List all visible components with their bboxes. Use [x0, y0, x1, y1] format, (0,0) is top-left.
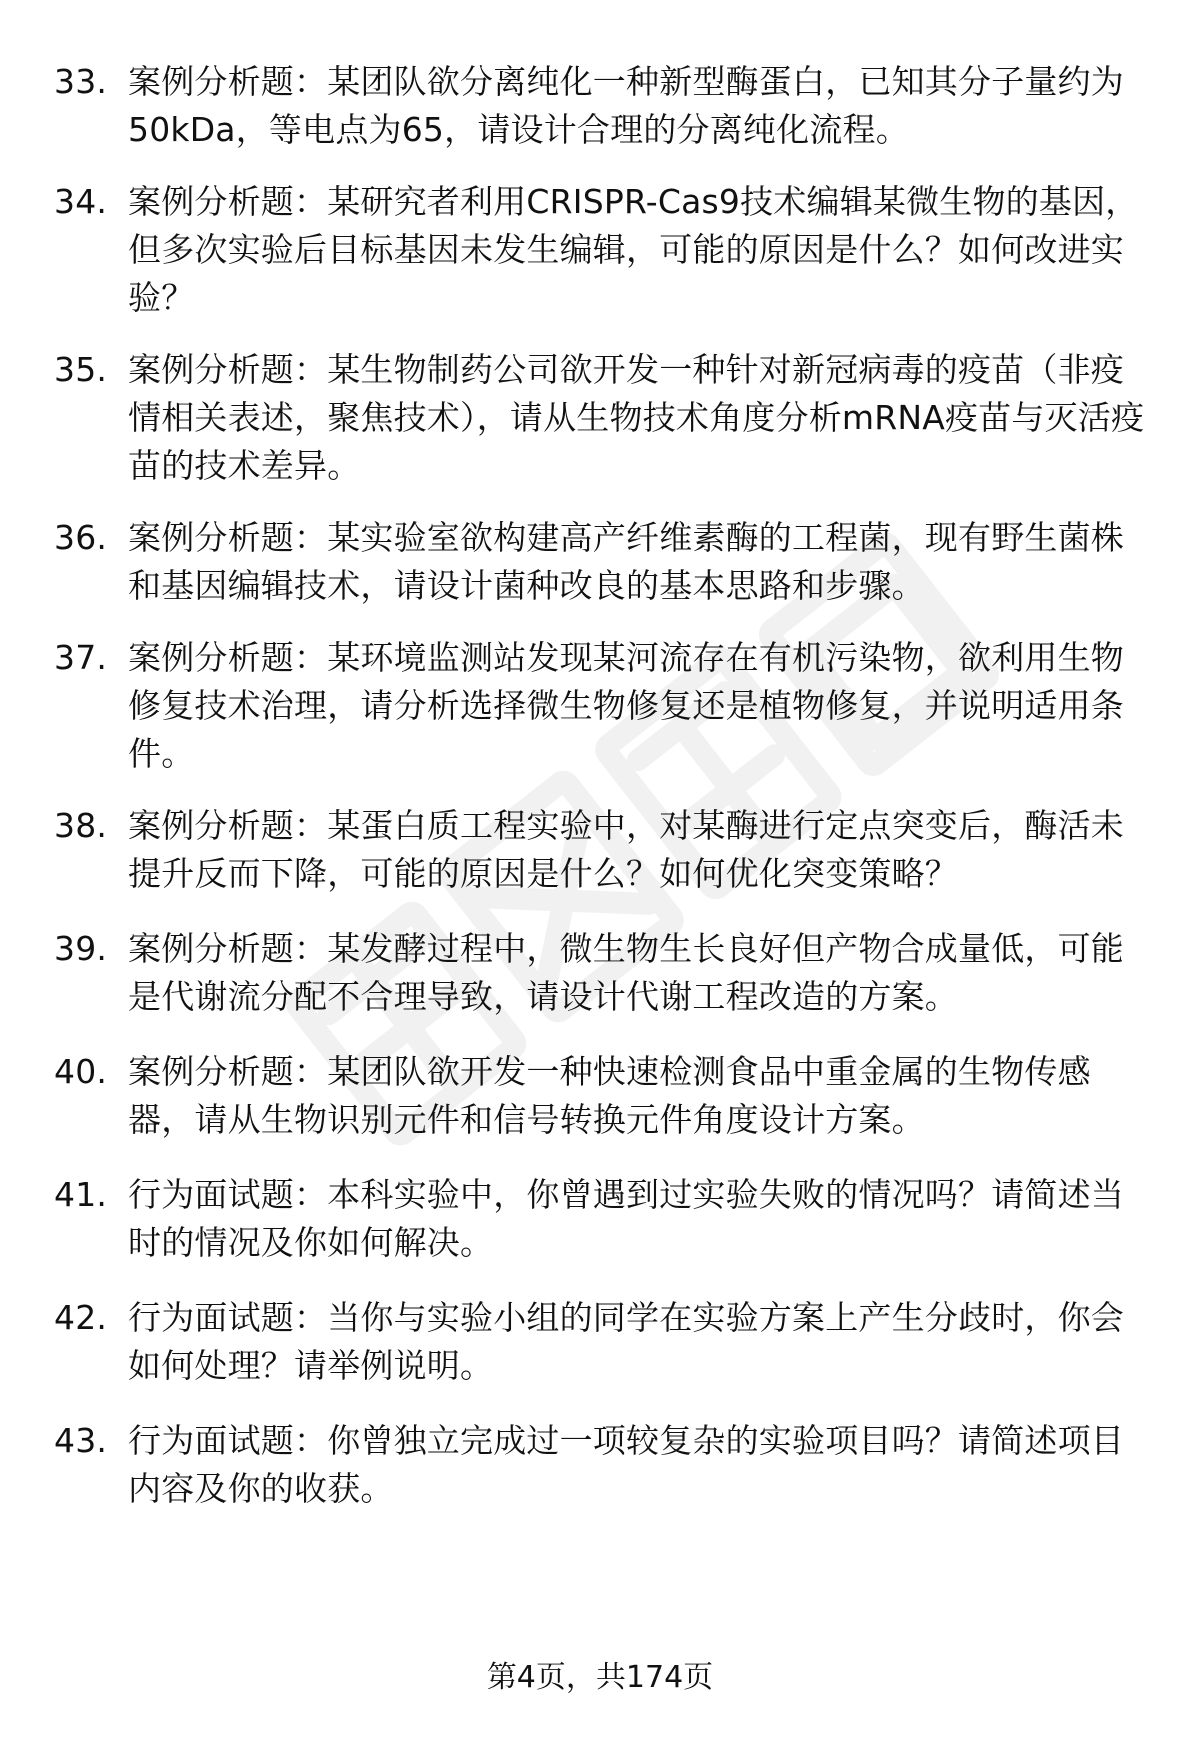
- question-number: 41.: [54, 1175, 108, 1214]
- question-item: [54, 58, 1154, 154]
- question-item: [54, 1294, 1154, 1390]
- question-number: 37.: [54, 638, 108, 677]
- question-item: [54, 802, 1154, 898]
- question-item: [54, 178, 1154, 322]
- page-number-label: 第4页，共174页: [486, 1660, 714, 1695]
- question-text: 案例分析题：某研究者利用CRISPR-Cas9技术编辑某微生物的基因，但多次实验后目标基因未发生编辑，可能的原因是什么？如何改进实验？: [128, 182, 1139, 317]
- question-text: 案例分析题：某蛋白质工程实验中，对某酶进行定点突变后，酶活未提升反而下降，可能的原因是什么？如何优化突变策略？: [128, 806, 1124, 893]
- question-text: 案例分析题：某团队欲开发一种快速检测食品中重金属的生物传感器，请从生物识别元件和信号转换元件角度设计方案。: [128, 1052, 1091, 1139]
- question-list: [54, 58, 1154, 1540]
- question-text: 行为面试题：当你与实验小组的同学在实验方案上产生分歧时，你会如何处理？请举例说明。: [128, 1298, 1124, 1385]
- question-number: 42.: [54, 1298, 108, 1337]
- question-item: [54, 1417, 1154, 1513]
- page-footer: [0, 1658, 1200, 1698]
- question-text: 案例分析题：某生物制药公司欲开发一种针对新冠病毒的疫苗（非疫情相关表述，聚焦技术），请从生物技术角度分析mRNA疫苗与灭活疫苗的技术差异。: [128, 350, 1145, 485]
- question-number: 39.: [54, 929, 108, 968]
- question-number: 40.: [54, 1052, 108, 1091]
- question-item: [54, 514, 1154, 610]
- question-number: 34.: [54, 182, 108, 221]
- question-text: 案例分析题：某团队欲分离纯化一种新型酶蛋白，已知其分子量约为50kDa，等电点为65，请设计合理的分离纯化流程。: [128, 62, 1124, 149]
- question-text: 案例分析题：某环境监测站发现某河流存在有机污染物，欲利用生物修复技术治理，请分析选择微生物修复还是植物修复，并说明适用条件。: [128, 638, 1124, 773]
- question-number: 35.: [54, 350, 108, 389]
- question-number: 36.: [54, 518, 108, 557]
- question-number: 38.: [54, 806, 108, 845]
- question-number: 43.: [54, 1421, 108, 1460]
- question-text: 案例分析题：某实验室欲构建高产纤维素酶的工程菌，现有野生菌株和基因编辑技术，请设计菌种改良的基本思路和步骤。: [128, 518, 1124, 605]
- question-number: 33.: [54, 62, 108, 101]
- question-item: [54, 1048, 1154, 1144]
- question-text: 案例分析题：某发酵过程中，微生物生长良好但产物合成量低，可能是代谢流分配不合理导致，请设计代谢工程改造的方案。: [128, 929, 1124, 1016]
- question-item: [54, 1171, 1154, 1267]
- question-text: 行为面试题：本科实验中，你曾遇到过实验失败的情况吗？请简述当时的情况及你如何解决。: [128, 1175, 1124, 1262]
- question-item: [54, 925, 1154, 1021]
- question-item: [54, 634, 1154, 778]
- question-item: [54, 346, 1154, 490]
- question-text: 行为面试题：你曾独立完成过一项较复杂的实验项目吗？请简述项目内容及你的收获。: [128, 1421, 1124, 1508]
